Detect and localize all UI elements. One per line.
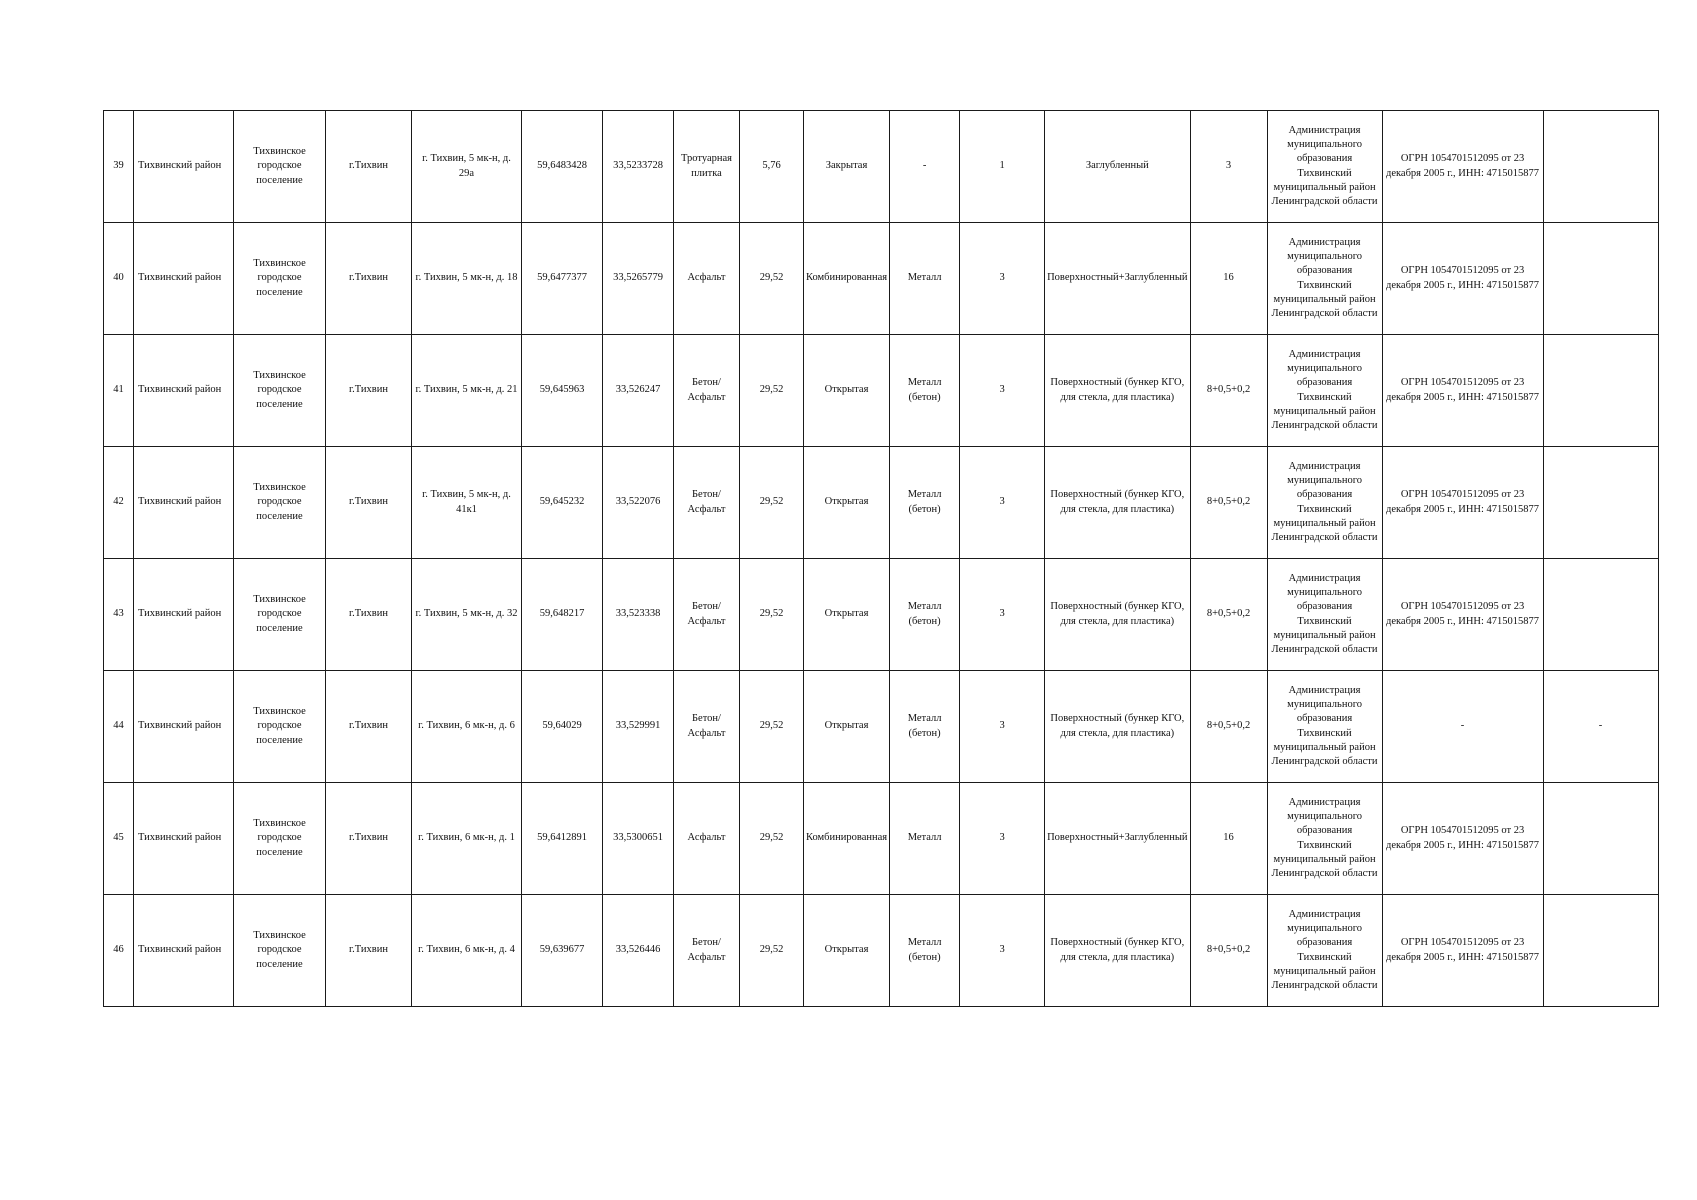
table-row: [104, 447, 1659, 559]
longitude-cell: 33,526446: [603, 895, 674, 1007]
latitude-cell: 59,64029: [522, 671, 603, 783]
district-cell: Тихвинский район: [134, 559, 234, 671]
surface-cell: Асфальт: [674, 223, 740, 335]
material-cell: Металл: [890, 783, 960, 895]
address-cell: г. Тихвин, 5 мк-н, д. 29а: [412, 111, 522, 223]
address-cell: г. Тихвин, 6 мк-н, д. 6: [412, 671, 522, 783]
container-type-cell: Поверхностный (бункер КГО, для стекла, для пластика): [1045, 447, 1190, 559]
container-count-cell: 3: [960, 447, 1045, 559]
owner-cell: Администрация муниципального образования Тихвинский муниципальный район Ленинградской области: [1267, 111, 1382, 223]
address-cell: г. Тихвин, 5 мк-н, д. 32: [412, 559, 522, 671]
locality-cell: г.Тихвин: [326, 447, 412, 559]
locality-cell: г.Тихвин: [326, 335, 412, 447]
district-cell: Тихвинский район: [134, 671, 234, 783]
area-cell: 29,52: [740, 335, 804, 447]
container-count-cell: 3: [960, 895, 1045, 1007]
container-count-cell: 3: [960, 559, 1045, 671]
material-cell: Металл (бетон): [890, 671, 960, 783]
ogrn-cell: ОГРН 1054701512095 от 23 декабря 2005 г., ИНН: 4715015877: [1382, 559, 1543, 671]
row-number-cell: 42: [104, 447, 134, 559]
volume-cell: 8+0,5+0,2: [1190, 671, 1267, 783]
settlement-cell: Тихвинское городское поселение: [234, 895, 326, 1007]
ogrn-cell: ОГРН 1054701512095 от 23 декабря 2005 г., ИНН: 4715015877: [1382, 335, 1543, 447]
locality-cell: г.Тихвин: [326, 559, 412, 671]
volume-cell: 8+0,5+0,2: [1190, 895, 1267, 1007]
owner-cell: Администрация муниципального образования Тихвинский муниципальный район Ленинградской области: [1267, 223, 1382, 335]
material-cell: Металл: [890, 223, 960, 335]
site-type-cell: Открытая: [804, 559, 890, 671]
container-count-cell: 3: [960, 783, 1045, 895]
table-row: [104, 671, 1659, 783]
latitude-cell: 59,639677: [522, 895, 603, 1007]
surface-cell: Тротуарная плитка: [674, 111, 740, 223]
latitude-cell: 59,645963: [522, 335, 603, 447]
table-row: [104, 559, 1659, 671]
material-cell: Металл (бетон): [890, 447, 960, 559]
container-type-cell: Поверхностный+Заглубленный: [1045, 783, 1190, 895]
latitude-cell: 59,6477377: [522, 223, 603, 335]
district-cell: Тихвинский район: [134, 895, 234, 1007]
site-type-cell: Закрытая: [804, 111, 890, 223]
ogrn-cell: ОГРН 1054701512095 от 23 декабря 2005 г., ИНН: 4715015877: [1382, 223, 1543, 335]
extra-cell: [1543, 223, 1658, 335]
material-cell: Металл (бетон): [890, 559, 960, 671]
extra-cell: [1543, 783, 1658, 895]
locality-cell: г.Тихвин: [326, 223, 412, 335]
area-cell: 29,52: [740, 783, 804, 895]
settlement-cell: Тихвинское городское поселение: [234, 559, 326, 671]
settlement-cell: Тихвинское городское поселение: [234, 223, 326, 335]
area-cell: 29,52: [740, 223, 804, 335]
container-count-cell: 3: [960, 671, 1045, 783]
owner-cell: Администрация муниципального образования Тихвинский муниципальный район Ленинградской области: [1267, 783, 1382, 895]
registry-table: [103, 110, 1659, 1007]
longitude-cell: 33,5300651: [603, 783, 674, 895]
district-cell: Тихвинский район: [134, 783, 234, 895]
ogrn-cell: ОГРН 1054701512095 от 23 декабря 2005 г., ИНН: 4715015877: [1382, 111, 1543, 223]
container-count-cell: 3: [960, 335, 1045, 447]
row-number-cell: 43: [104, 559, 134, 671]
longitude-cell: 33,522076: [603, 447, 674, 559]
district-cell: Тихвинский район: [134, 335, 234, 447]
locality-cell: г.Тихвин: [326, 783, 412, 895]
container-type-cell: Поверхностный+Заглубленный: [1045, 223, 1190, 335]
container-type-cell: Поверхностный (бункер КГО, для стекла, для пластика): [1045, 335, 1190, 447]
locality-cell: г.Тихвин: [326, 111, 412, 223]
settlement-cell: Тихвинское городское поселение: [234, 671, 326, 783]
row-number-cell: 45: [104, 783, 134, 895]
row-number-cell: 39: [104, 111, 134, 223]
table-row: [104, 111, 1659, 223]
volume-cell: 8+0,5+0,2: [1190, 335, 1267, 447]
volume-cell: 8+0,5+0,2: [1190, 447, 1267, 559]
volume-cell: 3: [1190, 111, 1267, 223]
container-type-cell: Поверхностный (бункер КГО, для стекла, для пластика): [1045, 895, 1190, 1007]
extra-cell: [1543, 111, 1658, 223]
volume-cell: 16: [1190, 783, 1267, 895]
longitude-cell: 33,526247: [603, 335, 674, 447]
district-cell: Тихвинский район: [134, 111, 234, 223]
row-number-cell: 41: [104, 335, 134, 447]
container-type-cell: Заглубленный: [1045, 111, 1190, 223]
settlement-cell: Тихвинское городское поселение: [234, 783, 326, 895]
settlement-cell: Тихвинское городское поселение: [234, 111, 326, 223]
owner-cell: Администрация муниципального образования Тихвинский муниципальный район Ленинградской области: [1267, 895, 1382, 1007]
site-type-cell: Открытая: [804, 895, 890, 1007]
site-type-cell: Комбинированная: [804, 783, 890, 895]
material-cell: Металл (бетон): [890, 335, 960, 447]
surface-cell: Бетон/Асфальт: [674, 447, 740, 559]
owner-cell: Администрация муниципального образования Тихвинский муниципальный район Ленинградской области: [1267, 447, 1382, 559]
table-row: [104, 895, 1659, 1007]
container-count-cell: 1: [960, 111, 1045, 223]
address-cell: г. Тихвин, 5 мк-н, д. 41к1: [412, 447, 522, 559]
latitude-cell: 59,645232: [522, 447, 603, 559]
ogrn-cell: -: [1382, 671, 1543, 783]
latitude-cell: 59,6483428: [522, 111, 603, 223]
extra-cell: [1543, 447, 1658, 559]
locality-cell: г.Тихвин: [326, 895, 412, 1007]
container-count-cell: 3: [960, 223, 1045, 335]
material-cell: Металл (бетон): [890, 895, 960, 1007]
row-number-cell: 40: [104, 223, 134, 335]
row-number-cell: 44: [104, 671, 134, 783]
owner-cell: Администрация муниципального образования Тихвинский муниципальный район Ленинградской области: [1267, 335, 1382, 447]
latitude-cell: 59,648217: [522, 559, 603, 671]
surface-cell: Бетон/Асфальт: [674, 895, 740, 1007]
area-cell: 5,76: [740, 111, 804, 223]
ogrn-cell: ОГРН 1054701512095 от 23 декабря 2005 г., ИНН: 4715015877: [1382, 447, 1543, 559]
address-cell: г. Тихвин, 6 мк-н, д. 1: [412, 783, 522, 895]
site-type-cell: Открытая: [804, 447, 890, 559]
table-row: [104, 335, 1659, 447]
ogrn-cell: ОГРН 1054701512095 от 23 декабря 2005 г., ИНН: 4715015877: [1382, 895, 1543, 1007]
volume-cell: 16: [1190, 223, 1267, 335]
address-cell: г. Тихвин, 5 мк-н, д. 21: [412, 335, 522, 447]
locality-cell: г.Тихвин: [326, 671, 412, 783]
container-type-cell: Поверхностный (бункер КГО, для стекла, для пластика): [1045, 671, 1190, 783]
extra-cell: [1543, 335, 1658, 447]
address-cell: г. Тихвин, 6 мк-н, д. 4: [412, 895, 522, 1007]
surface-cell: Бетон/Асфальт: [674, 335, 740, 447]
ogrn-cell: ОГРН 1054701512095 от 23 декабря 2005 г., ИНН: 4715015877: [1382, 783, 1543, 895]
longitude-cell: 33,529991: [603, 671, 674, 783]
material-cell: -: [890, 111, 960, 223]
site-type-cell: Комбинированная: [804, 223, 890, 335]
surface-cell: Асфальт: [674, 783, 740, 895]
table-row: [104, 223, 1659, 335]
row-number-cell: 46: [104, 895, 134, 1007]
container-type-cell: Поверхностный (бункер КГО, для стекла, для пластика): [1045, 559, 1190, 671]
settlement-cell: Тихвинское городское поселение: [234, 447, 326, 559]
table-row: [104, 783, 1659, 895]
site-type-cell: Открытая: [804, 335, 890, 447]
volume-cell: 8+0,5+0,2: [1190, 559, 1267, 671]
longitude-cell: 33,5265779: [603, 223, 674, 335]
extra-cell: [1543, 559, 1658, 671]
settlement-cell: Тихвинское городское поселение: [234, 335, 326, 447]
area-cell: 29,52: [740, 559, 804, 671]
surface-cell: Бетон/Асфальт: [674, 559, 740, 671]
longitude-cell: 33,5233728: [603, 111, 674, 223]
district-cell: Тихвинский район: [134, 223, 234, 335]
extra-cell: -: [1543, 671, 1658, 783]
area-cell: 29,52: [740, 671, 804, 783]
area-cell: 29,52: [740, 447, 804, 559]
longitude-cell: 33,523338: [603, 559, 674, 671]
owner-cell: Администрация муниципального образования Тихвинский муниципальный район Ленинградской области: [1267, 559, 1382, 671]
extra-cell: [1543, 895, 1658, 1007]
address-cell: г. Тихвин, 5 мк-н, д. 18: [412, 223, 522, 335]
surface-cell: Бетон/Асфальт: [674, 671, 740, 783]
site-type-cell: Открытая: [804, 671, 890, 783]
latitude-cell: 59,6412891: [522, 783, 603, 895]
owner-cell: Администрация муниципального образования Тихвинский муниципальный район Ленинградской области: [1267, 671, 1382, 783]
area-cell: 29,52: [740, 895, 804, 1007]
district-cell: Тихвинский район: [134, 447, 234, 559]
